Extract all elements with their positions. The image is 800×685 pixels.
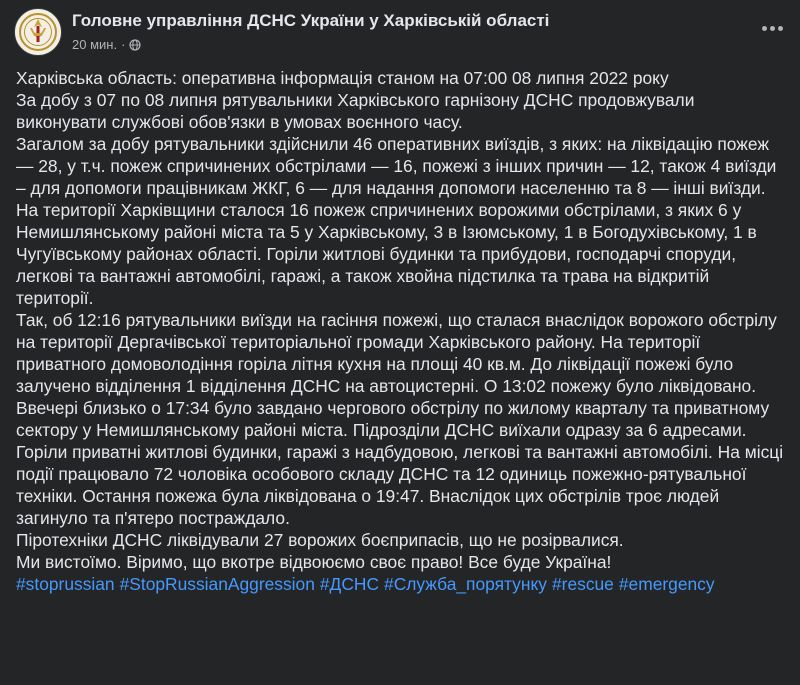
post-paragraph: Піротехніки ДСНС ліквідували 27 ворожих боєприпасів, що не розірвалися. [16,530,624,550]
hashtag-link[interactable]: #stoprussian [16,574,115,594]
post-paragraph: Ми вистоїмо. Віримо, що вкотре відвоюємо своє право! Все буде Україна! [16,552,612,572]
page-avatar[interactable] [14,8,62,56]
post-header [14,8,549,58]
post-paragraph: На території Харківщини сталося 16 пожеж спричинених ворожими обстрілами, з яких 6 у Немишлянському районі міста та 5 у Харківському, 3 в Ізюмському, 1 в Богодухівському, 1 в Чугуївському районах області. Горіли житлові будинки та прибудови, господарчі споруди, легкові та вантажні автомобілі, гаражі, а також хвойна підстилка та трава на відкритій території. [16,200,757,308]
hashtag-list [16,573,786,595]
post-paragraph: Так, об 12:16 рятувальники виїзди на гасіння пожежі, що сталася внаслідок ворожого обстрілу на території Дергачівської територіальної громади Харківського району. На території приватного домоволодіння горіла літня кухня на площі 40 кв.м. До ліквідації пожежі було залучено відділення 1 відділення ДСНС на автоцистерні. О 13:02 пожежу було ліквідовано. [16,310,777,396]
hashtag-link[interactable]: #ДСНС [319,574,380,594]
post-paragraph: Загалом за добу рятувальники здійснили 46 оперативних виїздів, з яких: на ліквідацію пожеж — 28, у т.ч. пожеж спричинених обстрілами — 16, пожежі з інших причин — 12, також 4 виїзди – для допомоги працівникам ЖКГ, 6 — для надання допомоги населенню та 8 — інші виїзди. [16,134,777,198]
hashtag-link[interactable]: #rescue [551,574,614,594]
globe-icon[interactable] [129,39,141,51]
post-paragraph: Ввечері близько о 17:34 було завдано чергового обстрілу по жилому кварталу та приватному сектору у Немишлянському районі міста. Підрозділи ДСНС виїхали одразу за 6 адресами. Горіли приватні житлові будинки, гаражі з надбудовою, легкові та вантажні автомобілі. На місці події працювало 72 чоловіка особового складу ДСНС та 12 одиниць пожежно-рятувальної техніки. Остання пожежа була ліквідована о 19:47. Внаслідок цих обстрілів троє людей загинуло та п'ятеро постраждало. [16,398,784,528]
more-options-button[interactable] [754,10,790,46]
emblem-icon [18,12,58,52]
hashtag-link[interactable]: #Служба_порятунку [384,574,547,594]
post-paragraph: Харківська область: оперативна інформація станом на 07:00 08 липня 2022 року [16,68,669,88]
separator-dot: · [121,37,126,52]
hashtag-link[interactable]: #StopRussianAggression [119,574,315,594]
post-body [16,67,786,595]
page-name-link[interactable]: Головне управління ДСНС України у Харківській області [72,11,550,30]
post-paragraph: За добу з 07 по 08 липня рятувальники Харківського гарнізону ДСНС продовжували виконувати службові обов'язки в умовах воєнного часу. [16,90,695,132]
post-timestamp[interactable]: 20 мин. [72,37,118,52]
hashtag-link[interactable]: #emergency [618,574,715,594]
